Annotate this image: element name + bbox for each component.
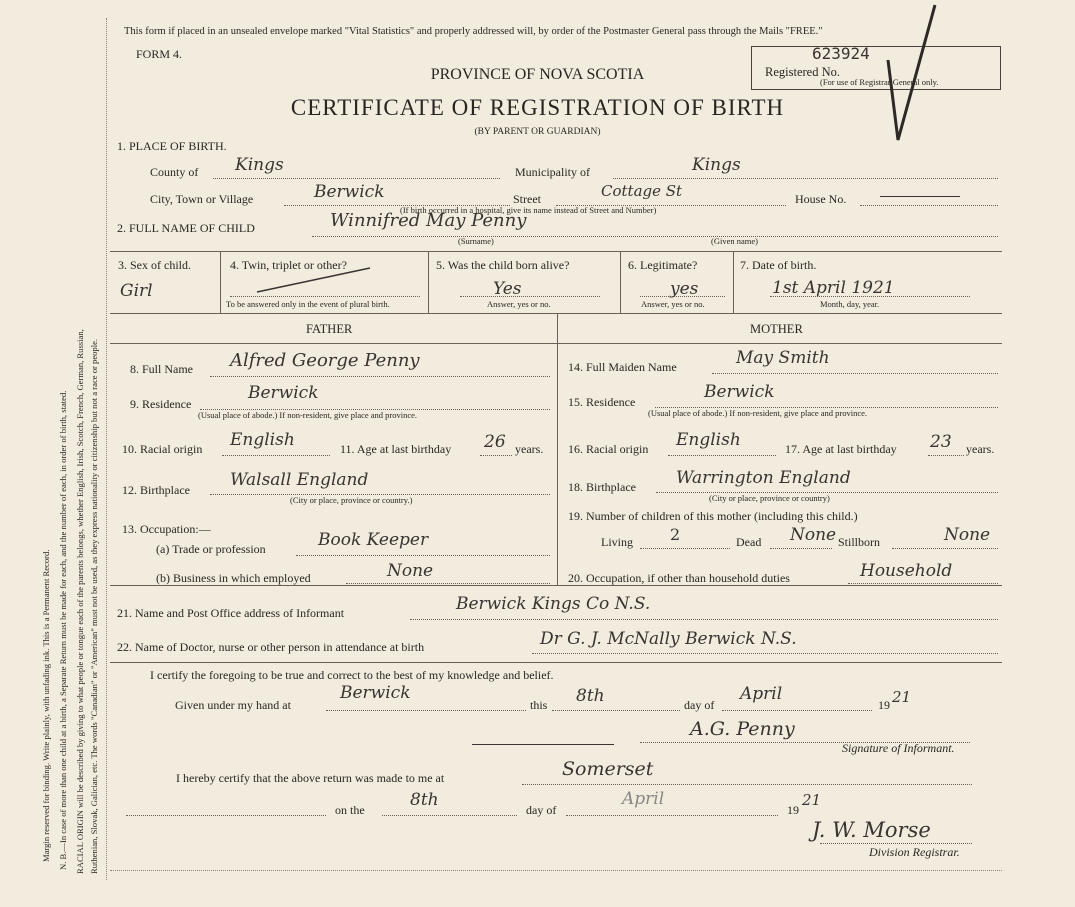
row3-divider-1	[220, 251, 221, 313]
father-racial-label: 10. Racial origin	[122, 442, 203, 456]
father-business-label: (b) Business in which employed	[156, 571, 311, 585]
registered-number-label: Registered No.	[765, 65, 840, 79]
doctor-label: 22. Name of Doctor, nurse or other person in attendance at birth	[117, 640, 425, 654]
dead-label: Dead	[736, 535, 762, 549]
mother-name-label: 14. Full Maiden Name	[568, 360, 677, 374]
mother-age-line	[928, 455, 964, 456]
cert-day-line	[552, 710, 680, 711]
registered-number-value: 623924	[812, 44, 870, 63]
registrar-place-value: Somerset	[562, 758, 654, 780]
row3-divider-3	[620, 251, 621, 313]
registrar-lead-line	[126, 815, 326, 816]
margin-note-racial-origin: RACIAL ORIGIN will be described by giving to what people or tongue each of the parents belongs, whether English, Irish, Scotch, French, German, Russian,	[75, 329, 85, 874]
mother-name-line	[712, 373, 998, 374]
cert-day-of-label: day of	[684, 698, 715, 712]
postal-note: This form if placed in an unsealed envelope marked "Vital Statistics" and properly addressed will, by order of the Postmaster General pass through the Mails "FREE."	[124, 26, 823, 37]
check-mark-icon	[880, 0, 950, 160]
registrar-place-line	[522, 784, 972, 785]
registrar-signature-line	[820, 843, 972, 844]
stillborn-label: Stillborn	[838, 535, 881, 549]
child-name-label: 2. FULL NAME OF CHILD	[117, 221, 255, 235]
father-trade-value: Book Keeper	[318, 530, 429, 550]
date-of-birth-line	[770, 296, 970, 297]
parents-bottom-border	[110, 585, 1002, 586]
margin-note-binding: Margin reserved for binding. Write plainly, with unfading ink. This is a Permanent Record.	[41, 549, 51, 862]
stillborn-line	[892, 548, 998, 549]
mother-residence-note: (Usual place of abode.) If non-resident, give place and province.	[648, 408, 868, 418]
mother-name-value: May Smith	[736, 348, 830, 368]
municipality-label: Municipality of	[515, 165, 590, 179]
city-label: City, Town or Village	[150, 192, 254, 206]
mother-racial-label: 16. Racial origin	[568, 442, 649, 456]
father-age-line	[480, 455, 512, 456]
father-name-label: 8. Full Name	[130, 362, 193, 376]
county-label: County of	[150, 165, 199, 179]
mother-racial-line	[668, 455, 776, 456]
registrar-day-of-label: day of	[526, 803, 557, 817]
given-place-line	[326, 710, 526, 711]
father-racial-line	[222, 455, 330, 456]
cert-month-value: April	[740, 684, 783, 704]
registrar-day-value: 8th	[410, 790, 439, 810]
doctor-line	[532, 653, 998, 654]
alive-note: Answer, yes or no.	[487, 299, 551, 309]
mother-age-unit: years.	[966, 442, 995, 456]
informant-line	[410, 619, 998, 620]
house-number-dash	[880, 196, 960, 197]
mother-birthplace-value: Warrington England	[676, 468, 851, 488]
registrar-day-line	[382, 815, 517, 816]
page-title: CERTIFICATE OF REGISTRATION OF BIRTH	[290, 95, 785, 120]
father-business-line	[346, 583, 550, 584]
twin-note: To be answered only in the event of plural birth.	[226, 299, 390, 309]
living-label: Living	[601, 535, 633, 549]
father-heading: FATHER	[306, 322, 353, 336]
father-age-unit: years.	[515, 442, 544, 456]
mother-heading: MOTHER	[750, 322, 803, 336]
parents-divider	[557, 313, 558, 585]
row3-divider-4	[733, 251, 734, 313]
child-name-line	[312, 236, 998, 237]
father-trade-label: (a) Trade or profession	[156, 542, 266, 556]
alive-line	[460, 296, 600, 297]
registrar-caption: Division Registrar.	[869, 845, 960, 859]
margin-divider	[106, 18, 107, 880]
cert-day-value: 8th	[576, 686, 605, 706]
father-birthplace-value: Walsall England	[230, 470, 369, 490]
father-birthplace-note: (City or place, province or country.)	[290, 495, 413, 505]
dead-value: None	[790, 525, 837, 545]
parents-heading-border	[110, 343, 1002, 344]
father-business-value: None	[387, 561, 434, 581]
cert-month-line	[722, 710, 872, 711]
hospital-note: (If birth occurred in a hospital, give its name instead of Street and Number)	[400, 205, 657, 215]
certification-statement: I certify the foregoing to be true and correct to the best of my knowledge and belief.	[150, 668, 554, 682]
given-under-hand-label: Given under my hand at	[175, 698, 291, 712]
dead-line	[770, 548, 832, 549]
mother-occupation-value: Household	[860, 561, 953, 581]
mother-age-label: 17. Age at last birthday	[785, 442, 897, 456]
alive-label: 5. Was the child born alive?	[436, 258, 570, 272]
father-residence-label: 9. Residence	[130, 397, 192, 411]
mother-residence-value: Berwick	[704, 382, 775, 402]
informant-label: 21. Name and Post Office address of Informant	[117, 606, 345, 620]
father-age-value: 26	[484, 432, 506, 452]
father-name-value: Alfred George Penny	[230, 350, 420, 371]
mother-birthplace-note: (City or place, province or country)	[709, 493, 830, 503]
registrar-month-value: April	[622, 789, 665, 809]
informant-signature: A.G. Penny	[690, 718, 795, 740]
separator-rule	[472, 744, 614, 745]
mother-children-label: 19. Number of children of this mother (including this child.)	[568, 509, 858, 523]
cert-year-prefix: 19	[878, 698, 890, 712]
page-subtitle: (BY PARENT OR GUARDIAN)	[474, 127, 601, 137]
date-of-birth-label: 7. Date of birth.	[740, 258, 817, 272]
street-value: Cottage St	[601, 182, 683, 200]
father-trade-line	[296, 555, 550, 556]
date-of-birth-value: 1st April 1921	[772, 278, 895, 298]
municipality-value: Kings	[692, 155, 741, 175]
mother-racial-value: English	[676, 430, 741, 450]
place-of-birth-label: 1. PLACE OF BIRTH.	[117, 139, 227, 153]
county-value: Kings	[235, 155, 284, 175]
row3-bottom-border	[110, 313, 1002, 314]
county-line	[213, 178, 500, 179]
bottom-edge	[110, 870, 1002, 871]
doctor-bottom-border	[110, 662, 1002, 663]
mother-residence-label: 15. Residence	[568, 395, 636, 409]
given-place-value: Berwick	[340, 683, 411, 703]
registrar-note: (For use of Registrar General only.	[820, 77, 939, 87]
twin-slash-mark	[255, 266, 375, 294]
house-number-label: House No.	[795, 192, 847, 206]
row3-divider-2	[428, 251, 429, 313]
this-label: this	[530, 698, 548, 712]
margin-note-multiple-births: N. B.—In case of more than one child at a birth, a Separate Return must be made for each, and the number of each, in order of birth, stated.	[58, 390, 68, 870]
mother-age-value: 23	[930, 432, 952, 452]
legitimate-label: 6. Legitimate?	[628, 258, 698, 272]
margin-note-racial-origin-cont: Ruthenian, Slovak, Galician, etc. The words "Canadian" or "American" must not be used, as they express nationality or citizenship but not a race or people.	[89, 338, 99, 874]
registrar-signature: J. W. Morse	[812, 818, 931, 842]
twin-label: 4. Twin, triplet or other?	[230, 258, 347, 272]
mother-birthplace-label: 18. Birthplace	[568, 480, 636, 494]
alive-value: Yes	[493, 279, 522, 299]
date-of-birth-note: Month, day, year.	[820, 299, 880, 309]
surname-note: (Surname)	[458, 236, 494, 246]
father-age-label: 11. Age at last birthday	[340, 442, 452, 456]
registrar-statement: I hereby certify that the above return was made to me at	[176, 771, 445, 785]
legitimate-note: Answer, yes or no.	[641, 299, 705, 309]
father-racial-value: English	[230, 430, 295, 450]
given-name-note: (Given name)	[711, 236, 758, 246]
father-birthplace-label: 12. Birthplace	[122, 483, 190, 497]
informant-signature-caption: Signature of Informant.	[842, 741, 955, 755]
province-title: PROVINCE OF NOVA SCOTIA	[430, 66, 645, 83]
registrar-month-line	[566, 815, 778, 816]
child-name-value: Winnifred May Penny	[330, 210, 527, 231]
municipality-line	[613, 178, 998, 179]
father-residence-value: Berwick	[248, 383, 319, 403]
sex-label: 3. Sex of child.	[118, 258, 191, 272]
form-number: FORM 4.	[136, 47, 183, 61]
registrar-on-label: on the	[335, 803, 365, 817]
legitimate-line	[640, 296, 725, 297]
registrar-year-value: 21	[802, 791, 822, 809]
city-value: Berwick	[314, 182, 385, 202]
doctor-value: Dr G. J. McNally Berwick N.S.	[540, 629, 797, 649]
twin-line	[230, 296, 420, 297]
father-occupation-label: 13. Occupation:—	[122, 522, 211, 536]
informant-value: Berwick Kings Co N.S.	[456, 594, 651, 614]
father-name-line	[210, 376, 550, 377]
row3-top-border	[110, 251, 1002, 252]
street-label: Street	[513, 192, 541, 206]
cert-year-value: 21	[892, 688, 912, 706]
sex-value: Girl	[120, 281, 153, 301]
house-number-line	[860, 205, 998, 206]
living-value: 2	[670, 525, 681, 544]
legitimate-value: yes	[670, 279, 699, 299]
mother-occupation-label: 20. Occupation, if other than household duties	[568, 571, 790, 585]
living-line	[640, 548, 730, 549]
mother-occupation-line	[848, 583, 998, 584]
father-residence-note: (Usual place of abode.) If non-resident, give place and province.	[198, 410, 418, 420]
registrar-year-prefix: 19	[787, 803, 799, 817]
stillborn-value: None	[944, 525, 991, 545]
